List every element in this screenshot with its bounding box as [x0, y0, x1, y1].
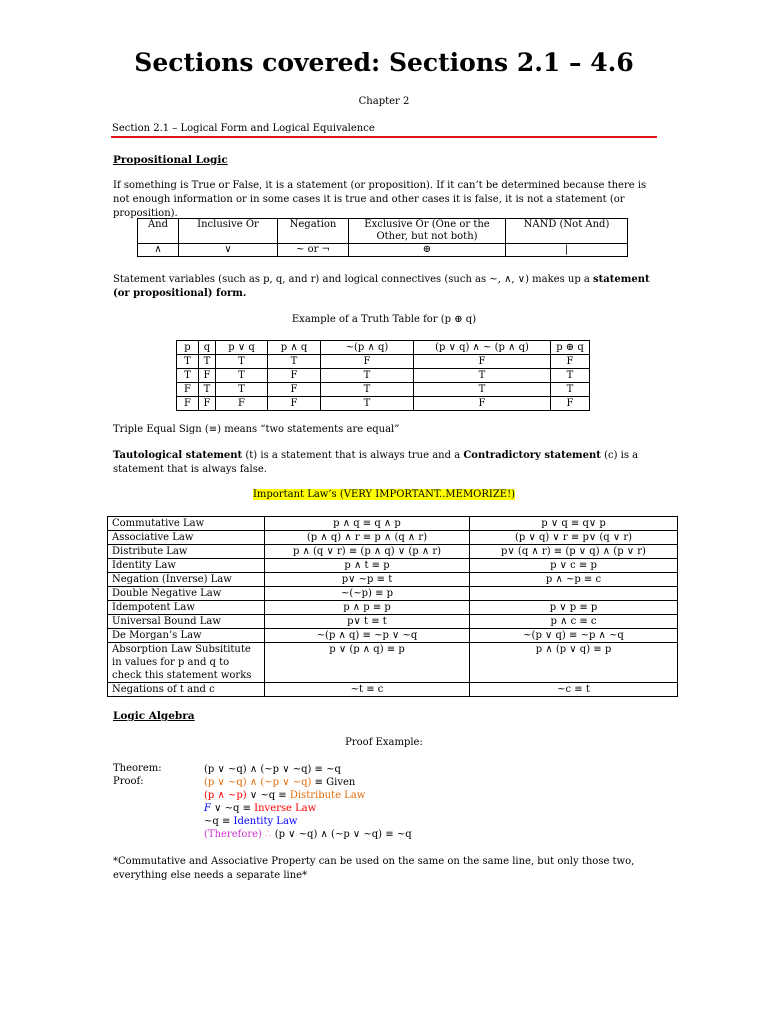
law-or-form [470, 587, 678, 601]
proof-conclusion: (p ∨ ~q) ∧ (~p ∨ ~q) ≡ ~q [274, 829, 412, 840]
operator-header: Inclusive Or [179, 219, 278, 244]
statement-form-paragraph [113, 273, 658, 301]
law-and-form: ~(p ∧ q) ≡ ~p ∨ ~q [265, 629, 470, 643]
truth-value: T [199, 355, 216, 369]
proof-expr: (p ∨ ~q) ∧ (~p ∨ ~q) [204, 777, 312, 788]
law-and-form: p ∧ p ≡ p [265, 601, 470, 615]
truth-value: F [551, 397, 590, 411]
operator-header: Exclusive Or (One or the Other, but not both) [349, 219, 506, 244]
tautology-text: (t) is a statement that is always true and a [242, 450, 464, 461]
table-row [108, 587, 678, 601]
law-name: Negations of t and c [108, 683, 265, 697]
law-or-form: p ∧ (p ∨ q) ≡ p [470, 643, 678, 683]
truth-table-header: p ∨ q [216, 341, 268, 355]
operator-header: Negation [278, 219, 349, 244]
truth-table-header: ~(p ∧ q) [321, 341, 414, 355]
table-row [177, 355, 590, 369]
law-and-form: p ∧ (q ∨ r) ≡ (p ∧ q) ∨ (p ∧ r) [265, 545, 470, 559]
truth-table-header-row [177, 341, 590, 355]
proof-text: ∨ ~q ≡ [210, 803, 255, 814]
truth-value: T [551, 369, 590, 383]
law-name: Absorption Law Subsititute in values for p and q to check this statement works [108, 643, 265, 683]
table-row [108, 643, 678, 683]
table-row [108, 683, 678, 697]
truth-value: T [551, 383, 590, 397]
table-row [108, 531, 678, 545]
tautology-paragraph [113, 449, 658, 477]
table-row [177, 397, 590, 411]
contradiction-term: Contradictory statement [463, 450, 601, 461]
truth-value: F [177, 397, 199, 411]
proof-law: Distribute Law [289, 790, 366, 801]
truth-value: T [268, 355, 321, 369]
truth-value: T [216, 383, 268, 397]
law-and-form: p ∧ q ≡ q ∧ p [265, 517, 470, 531]
proof-expr: (p ∧ ~p) [204, 790, 247, 801]
proof-line-3 [204, 802, 316, 815]
law-or-form: p ∧ ~p ≡ c [470, 573, 678, 587]
operator-header: And [138, 219, 179, 244]
law-name: Double Negative Law [108, 587, 265, 601]
operator-symbol: ∨ [179, 244, 278, 257]
truth-value: T [216, 355, 268, 369]
proof-line-1 [204, 776, 355, 789]
proof-text: ~q ≡ [204, 816, 234, 827]
page-title: Sections covered: Sections 2.1 – 4.6 [134, 48, 634, 77]
law-and-form: p ∧ t ≡ p [265, 559, 470, 573]
tautology-term: Tautological statement [113, 450, 243, 461]
truth-value: T [414, 369, 551, 383]
law-name: Idempotent Law [108, 601, 265, 615]
section-heading: Section 2.1 – Logical Form and Logical Equivalence [112, 123, 375, 134]
therefore-label: (Therefore) [204, 829, 262, 840]
chapter-label: Chapter 2 [358, 96, 410, 107]
law-or-form: ~(p ∨ q) ≡ ~p ∧ ~q [470, 629, 678, 643]
proof-law: Identity Law [233, 816, 298, 827]
table-row [108, 629, 678, 643]
truth-value: F [414, 397, 551, 411]
table-row [108, 601, 678, 615]
truth-value: F [177, 383, 199, 397]
law-or-form: ~c ≡ t [470, 683, 678, 697]
truth-value: F [551, 355, 590, 369]
important-laws-label: Important Law’s (VERY IMPORTANT..MEMORIZE!) [252, 489, 516, 500]
law-name: Universal Bound Law [108, 615, 265, 629]
operator-symbol: | [506, 244, 628, 257]
law-or-form: (p ∨ q) ∨ r ≡ p∨ (q ∨ r) [470, 531, 678, 545]
law-or-form: p ∧ c ≡ c [470, 615, 678, 629]
section-divider [111, 136, 657, 138]
law-or-form: p ∨ p ≡ p [470, 601, 678, 615]
truth-value: T [216, 369, 268, 383]
law-name: Commutative Law [108, 517, 265, 531]
table-row [108, 559, 678, 573]
proof-line-4 [204, 815, 297, 828]
proof-example-label: Proof Example: [345, 737, 423, 748]
proof-law: Inverse Law [254, 803, 317, 814]
law-name: Associative Law [108, 531, 265, 545]
truth-value: F [268, 369, 321, 383]
proof-line-2 [204, 789, 365, 802]
truth-value: T [199, 383, 216, 397]
table-row [108, 517, 678, 531]
law-name: Negation (Inverse) Law [108, 573, 265, 587]
table-row [177, 383, 590, 397]
truth-table-header: (p ∨ q) ∧ ~ (p ∧ q) [414, 341, 551, 355]
triple-equal-note: Triple Equal Sign (≡) means “two statements are equal” [113, 424, 400, 435]
law-and-form: p ∨ (p ∧ q) ≡ p [265, 643, 470, 683]
proof-label: Proof: [113, 776, 144, 787]
truth-table-header: p ⊕ q [551, 341, 590, 355]
table-row [108, 545, 678, 559]
truth-value: F [268, 397, 321, 411]
operator-symbol: ∧ [138, 244, 179, 257]
truth-table-header: p ∧ q [268, 341, 321, 355]
truth-value: T [321, 369, 414, 383]
propositional-intro: If something is True or False, it is a statement (or proposition). If it can’t be determined because there is not enough information or in some cases it is true and other cases it is false, it is not a statement (or proposition). [113, 180, 647, 219]
truth-value: F [199, 369, 216, 383]
propositional-logic-heading: Propositional Logic [113, 154, 228, 166]
truth-value: F [414, 355, 551, 369]
law-and-form: p∨ ~p ≡ t [265, 573, 470, 587]
operator-header: NAND (Not And) [506, 219, 628, 244]
truth-value: F [268, 383, 321, 397]
truth-value: F [199, 397, 216, 411]
law-or-form: p∨ (q ∧ r) ≡ (p ∨ q) ∧ (p ∨ r) [470, 545, 678, 559]
law-or-form: p ∨ q ≡ q∨ p [470, 517, 678, 531]
truth-value: F [216, 397, 268, 411]
table-row [177, 369, 590, 383]
statement-form-text: Statement variables (such as p, q, and r) and logical connectives (such as ~, ∧, ∨) makes up a [113, 274, 594, 285]
operators-table [137, 218, 628, 257]
table-row [108, 573, 678, 587]
law-and-form: ~(~p) ≡ p [265, 587, 470, 601]
truth-value: T [177, 369, 199, 383]
law-and-form: (p ∧ q) ∧ r ≡ p ∧ (q ∧ r) [265, 531, 470, 545]
operators-header-row [138, 219, 628, 244]
truth-value: T [414, 383, 551, 397]
truth-value: T [177, 355, 199, 369]
truth-value: T [321, 397, 414, 411]
truth-table-header: q [199, 341, 216, 355]
theorem-statement: (p ∨ ~q) ∧ (~p ∨ ~q) ≡ ~q [204, 764, 341, 775]
law-and-form: p∨ t ≡ t [265, 615, 470, 629]
truth-table [176, 340, 590, 411]
theorem-label: Theorem: [113, 763, 162, 774]
proof-justification: ≡ Given [311, 777, 356, 788]
statement-form-bold: statement (or propositional) form. [113, 274, 650, 299]
operator-symbol: ~ or ¬ [278, 244, 349, 257]
therefore-icon: ∴ [265, 829, 272, 840]
laws-table [107, 516, 678, 697]
truth-table-header: p [177, 341, 199, 355]
truth-value: F [321, 355, 414, 369]
important-laws-banner [0, 489, 768, 500]
truth-table-caption: Example of a Truth Table for (p ⊕ q) [291, 314, 477, 325]
law-name: Distribute Law [108, 545, 265, 559]
footnote: *Commutative and Associative Property can be used on the same on the same line, but only those two, everything else needs a separate line* [113, 856, 635, 881]
operator-symbol: ⊕ [349, 244, 506, 257]
proof-text: ∨ ~q ≡ [246, 790, 290, 801]
proof-false-value: F [204, 803, 211, 814]
truth-value: T [321, 383, 414, 397]
contradiction-text: (c) is a statement that is always false. [113, 450, 639, 475]
law-and-form: ~t ≡ c [265, 683, 470, 697]
law-name: Identity Law [108, 559, 265, 573]
law-name: De Morgan’s Law [108, 629, 265, 643]
logic-algebra-heading: Logic Algebra [113, 710, 195, 722]
operators-symbol-row [138, 244, 628, 257]
table-row [108, 615, 678, 629]
law-or-form: p ∨ c ≡ p [470, 559, 678, 573]
proof-line-5 [204, 828, 412, 841]
